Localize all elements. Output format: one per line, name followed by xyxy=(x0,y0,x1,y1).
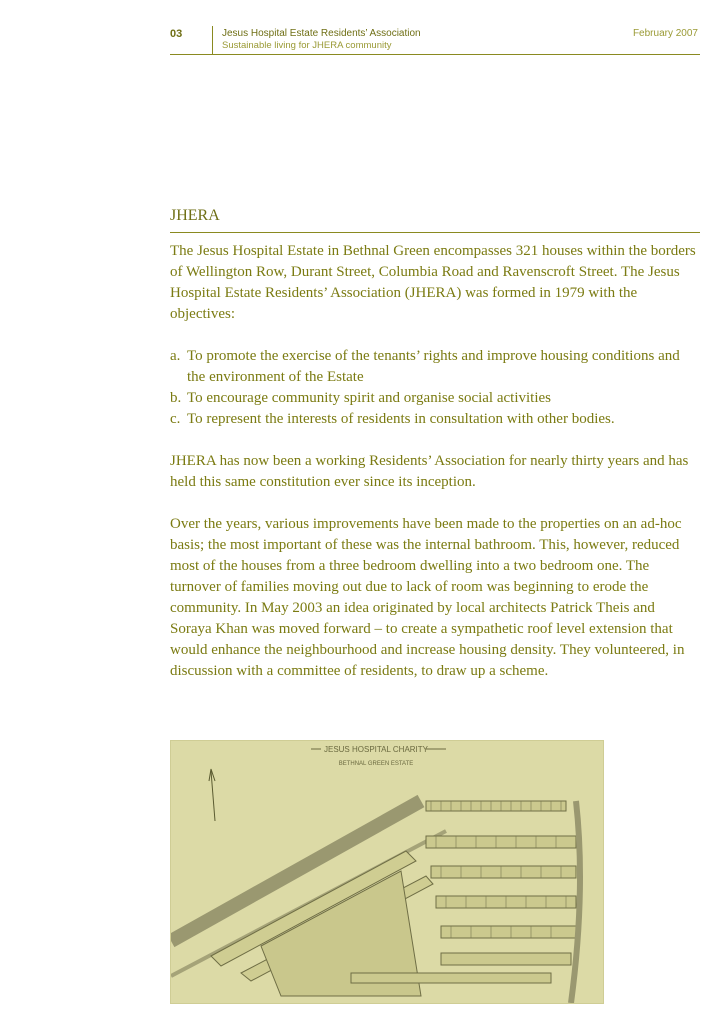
list-marker: a. xyxy=(170,348,181,364)
intro-paragraph: The Jesus Hospital Estate in Bethnal Green encompasses 321 houses within the borders of Wellington Row, Durant Street, Columbia Road and Ravenscroft Street. The Jesus Hospital Estate Residents’ Association (JHERA) was formed in 1979 with the objectives: xyxy=(170,243,696,322)
list-marker: c. xyxy=(170,411,181,427)
article xyxy=(170,205,700,703)
list-text: To encourage community spirit and organise social activities xyxy=(187,390,551,406)
map-title: JESUS HOSPITAL CHARITY xyxy=(323,745,429,754)
issue-date: February 2007 xyxy=(632,28,698,39)
page-number: 03 xyxy=(170,28,183,40)
map-subtitle: BETHNAL GREEN ESTATE xyxy=(338,761,414,767)
list-item xyxy=(170,409,700,430)
page-header xyxy=(170,26,700,55)
org-name: Jesus Hospital Estate Residents’ Association xyxy=(222,28,421,39)
improvements-paragraph: Over the years, various improvements have been made to the properties on an ad-hoc basis; the most important of these was the internal bathroom. This, however, reduced most of the houses from a three bedroom dwelling into a two bedroom one. The turnover of families moving out due to lack of room was beginning to erode the community. In May 2003 an idea originated by local architects Patrick Theis and Soraya Khan was moved forward – to create a sympathetic roof level extension that would enhance the neighbourhood and increase housing density. They volunteered, in discussion with a committee of residents, to draw up a scheme. xyxy=(170,516,685,679)
list-marker: b. xyxy=(170,390,182,406)
list-item xyxy=(170,346,700,388)
objectives-list xyxy=(170,346,700,430)
estate-map-image xyxy=(170,740,604,1004)
estate-plan-drawing xyxy=(171,741,603,1003)
article-heading: JHERA xyxy=(170,205,700,233)
history-paragraph: JHERA has now been a working Residents’ Association for nearly thirty years and has held this same constitution ever since its inception. xyxy=(170,453,689,490)
list-text: To promote the exercise of the tenants’ rights and improve housing conditions and the environment of the Estate xyxy=(187,348,680,385)
list-text: To represent the interests of residents in consultation with other bodies. xyxy=(187,411,615,427)
list-item xyxy=(170,388,700,409)
header-subtitle: Sustainable living for JHERA community xyxy=(222,40,392,51)
header-divider xyxy=(212,26,213,54)
